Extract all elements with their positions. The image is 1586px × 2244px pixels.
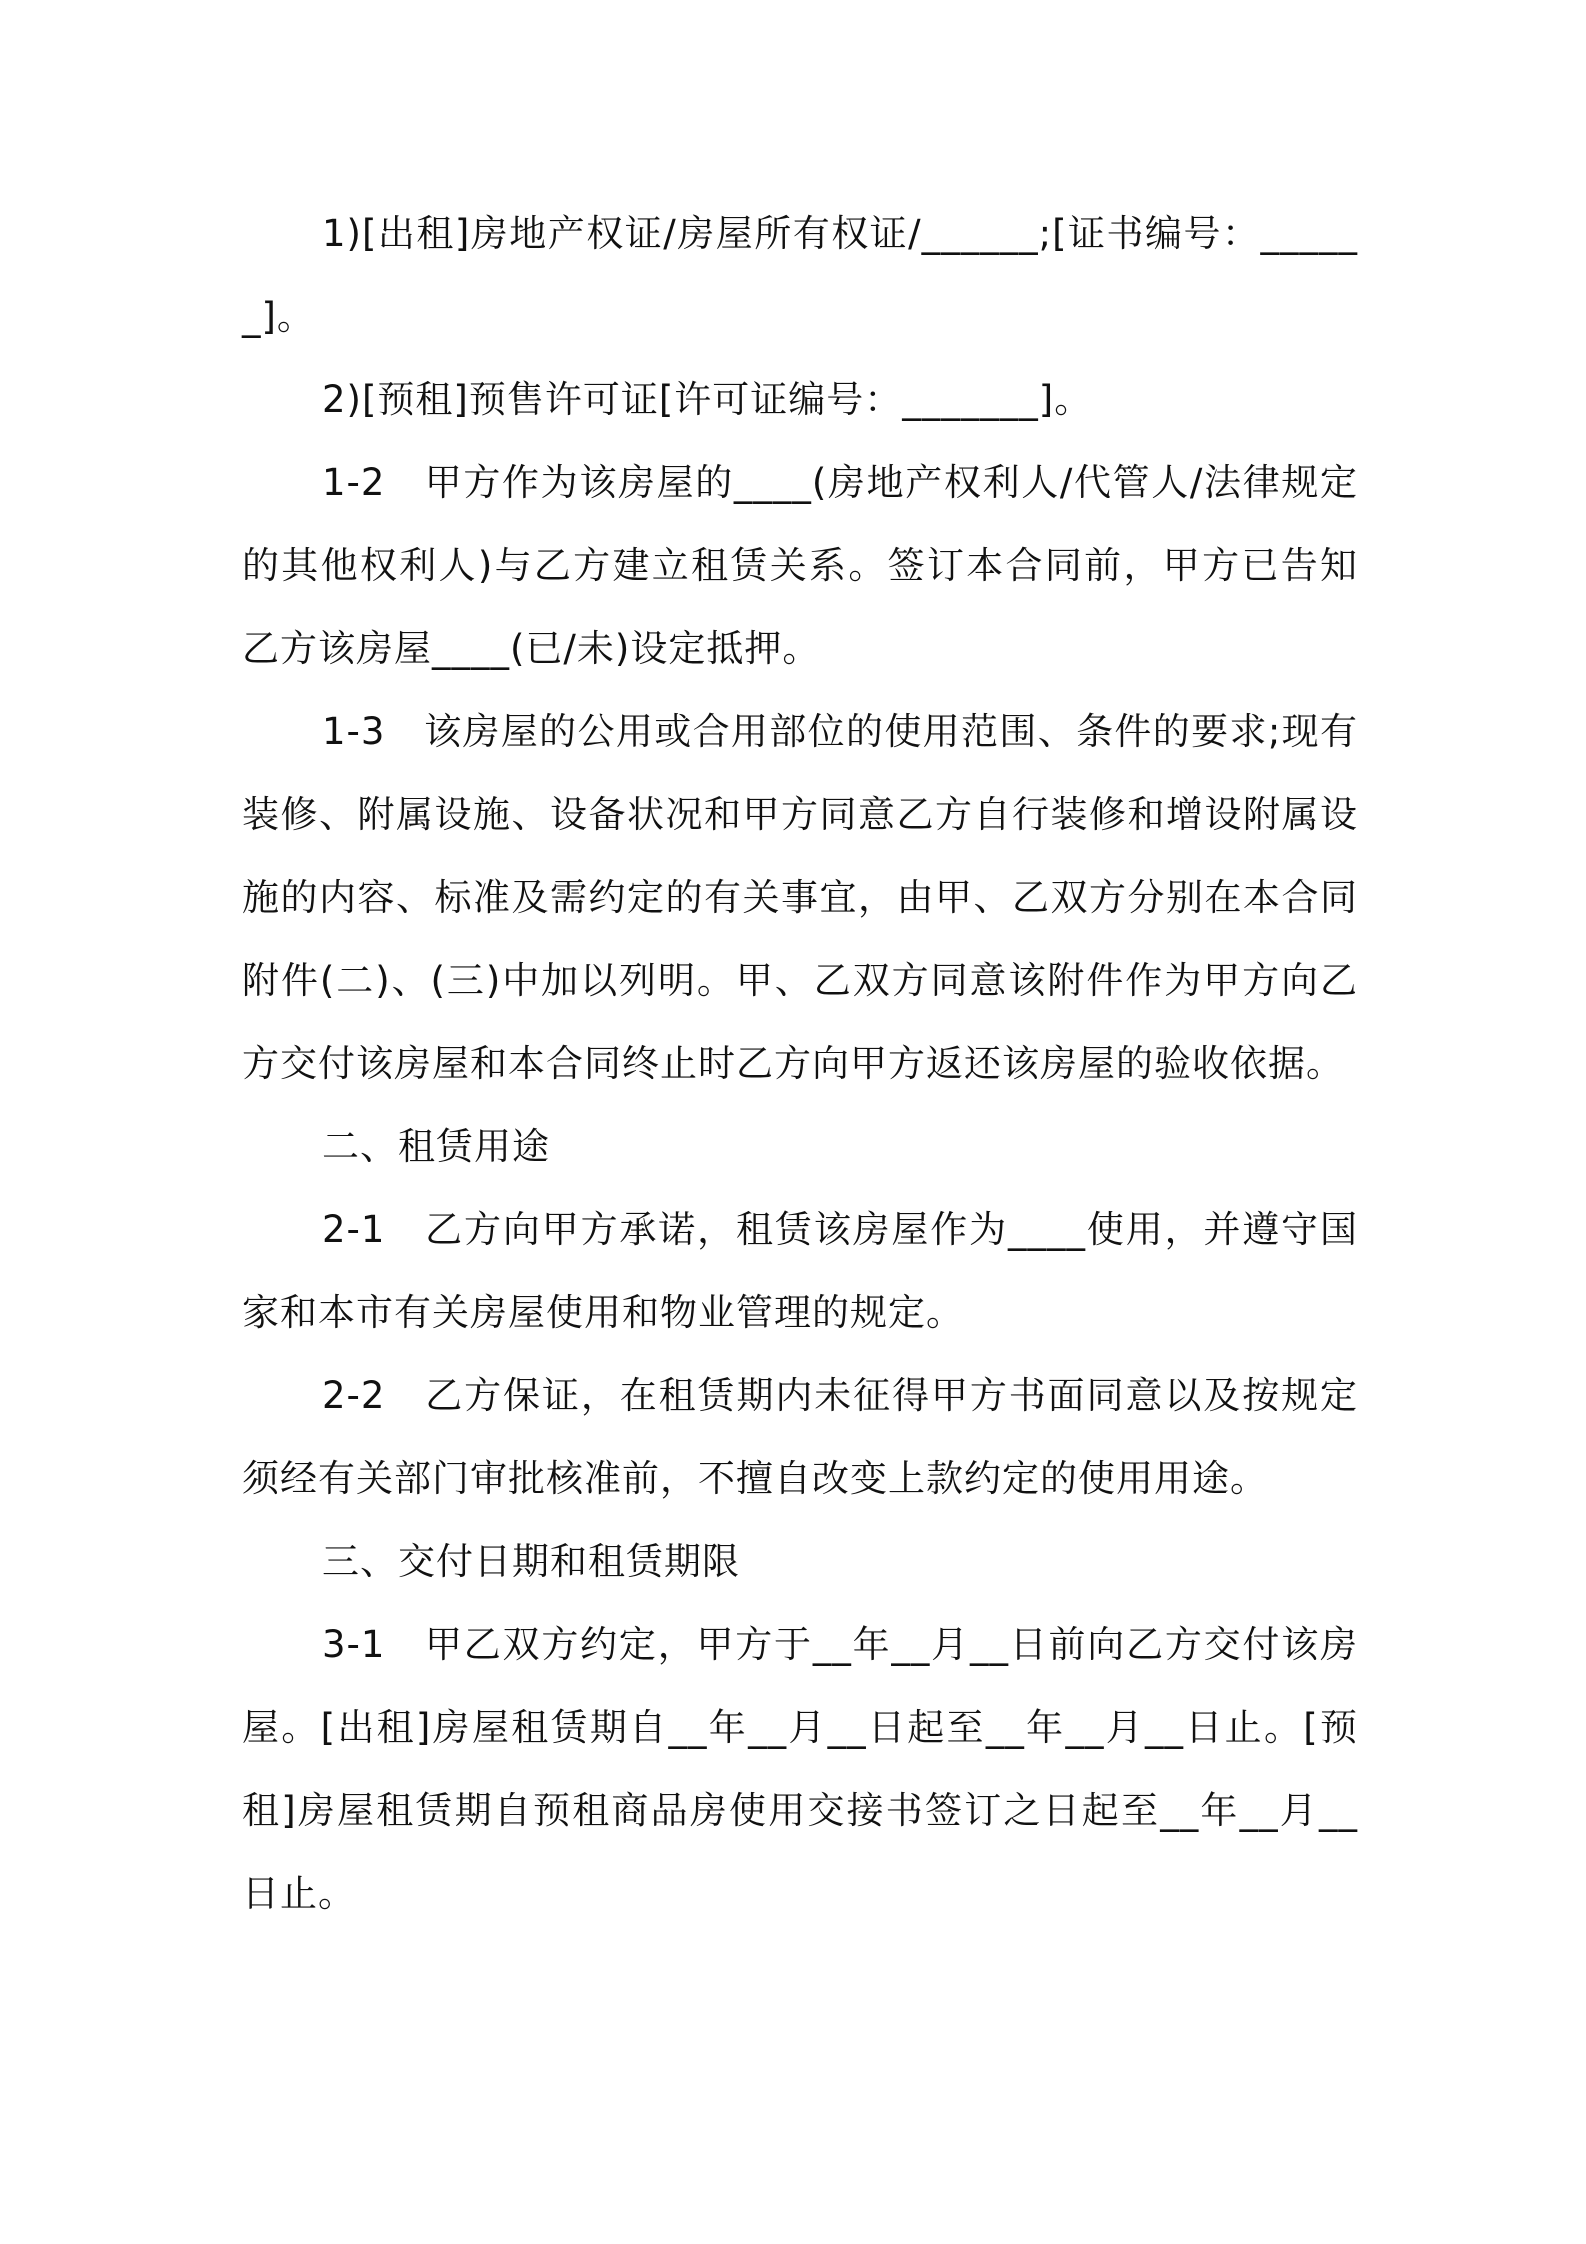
section-heading-2: 二、租赁用途 xyxy=(322,1125,550,1168)
clause-1-1-item-2: 2)[预租]预售许可证[许可证编号：_______]。 xyxy=(322,378,1093,421)
clause-2-1: 2-1 乙方向甲方承诺，租赁该房屋作为____使用，并遵守国家和本市有关房屋使用和物业管理的规定。 xyxy=(242,1208,1358,1334)
clause-1-3: 1-3 该房屋的公用或合用部位的使用范围、条件的要求;现有装修、附属设施、设备状况和甲方同意乙方自行装修和增设附属设施的内容、标准及需约定的有关事宜，由甲、乙双方分别在本合同附件(二)、(三)中加以列明。甲、乙双方同意该附件作为甲方向乙方交付该房屋和本合同终止时乙方向甲方返还该房屋的验收依据。 xyxy=(242,710,1358,1085)
section-heading-3: 三、交付日期和租赁期限 xyxy=(322,1540,740,1583)
document-body xyxy=(242,192,1358,1935)
clause-2-2: 2-2 乙方保证，在租赁期内未征得甲方书面同意以及按规定须经有关部门审批核准前，不擅自改变上款约定的使用用途。 xyxy=(242,1374,1358,1500)
clause-1-1-item-1: 1)[出租]房地产权证/房屋所有权证/______;[证书编号：______]。 xyxy=(242,212,1358,338)
clause-1-2: 1-2 甲方作为该房屋的____(房地产权利人/代管人/法律规定的其他权利人)与乙方建立租赁关系。签订本合同前，甲方已告知乙方该房屋____(已/未)设定抵押。 xyxy=(242,461,1358,670)
clause-3-1: 3-1 甲乙双方约定，甲方于__年__月__日前向乙方交付该房屋。[出租]房屋租赁期自__年__月__日起至__年__月__日止。[预租]房屋租赁期自预租商品房使用交接书签订之日起至__年__月__日止。 xyxy=(242,1623,1358,1915)
